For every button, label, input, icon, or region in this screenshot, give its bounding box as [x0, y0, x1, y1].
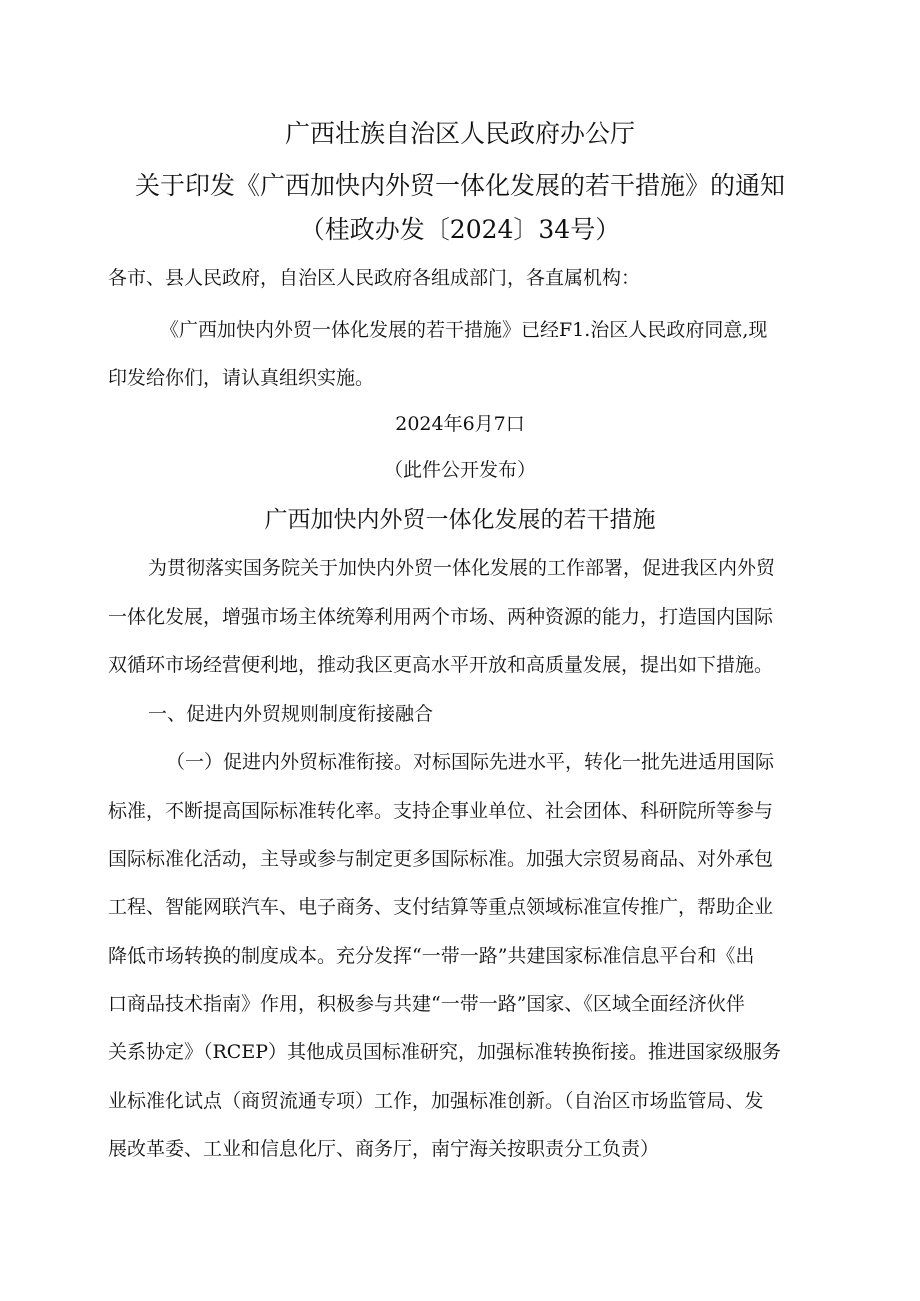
item-1-line-6: 口商品技术指南》作用，积极参与共建“一带一路”国家、《区域全面经济伙伴	[108, 993, 745, 1015]
notice-line-1: 《广西加快内外贸一体化发展的若干措施》已经F1.治区人民政府同意,现	[160, 319, 768, 341]
publish-note: （此件公开发布）	[383, 459, 536, 481]
issue-date: 2024年6月7口	[395, 413, 525, 435]
intro-line-2: 一体化发展，增强市场主体统筹利用两个市场、两种资源的能力，打造国内国际	[108, 606, 774, 628]
intro-line-3: 双循环市场经营便利地，推动我区更高水平开放和高质量发展，提出如下措施。	[108, 654, 774, 676]
notice-line-2: 印发给你们，请认真组织实施。	[108, 367, 375, 389]
item-1-line-2: 标准，不断提高国际标准转化率。支持企事业单位、社会团体、科研院所等参与	[108, 800, 774, 822]
item-1-line-5: 降低市场转换的制度成本。充分发挥“一带一路”共建国家标准信息平台和《出	[108, 945, 755, 967]
item-1-line-4: 工程、智能网联汽车、电子商务、支付结算等重点领域标准宣传推广，帮助企业	[108, 896, 774, 918]
item-1-line-1: （一）促进内外贸标准衔接。对标国际先进水平，转化一批先进适用国际	[166, 751, 775, 773]
item-1-line-3: 国际标准化活动，主导或参与制定更多国际标准。加强大宗贸易商品、对外承包	[108, 848, 774, 870]
addressee: 各市、县人民政府，自治区人民政府各组成部门，各直属机构：	[108, 267, 641, 289]
intro-line-1: 为贯彻落实国务院关于加快内外贸一体化发展的工作部署，促进我区内外贸	[148, 557, 776, 579]
item-1-line-7: 关系协定》（RCEP）其他成员国标准研究，加强标准转换衔接。推进国家级服务	[108, 1041, 781, 1063]
item-1-line-8: 业标准化试点（商贸流通专项）工作，加强标准创新。（自治区市场监管局、发	[108, 1090, 764, 1112]
item-1-line-9: 展改革委、工业和信息化厅、商务厅，南宁海关按职责分工负责）	[108, 1138, 660, 1160]
section-1-heading: 一、促进内外贸规则制度衔接融合	[148, 703, 434, 725]
document-number: （桂政办发〔2024〕34号）	[299, 215, 621, 244]
notice-title-line2: 关于印发《广西加快内外贸一体化发展的若干措施》的通知	[134, 171, 785, 200]
measures-title: 广西加快内外贸一体化发展的若干措施	[264, 507, 656, 533]
notice-title-line1: 广西壮族自治区人民政府办公厅	[284, 119, 635, 148]
